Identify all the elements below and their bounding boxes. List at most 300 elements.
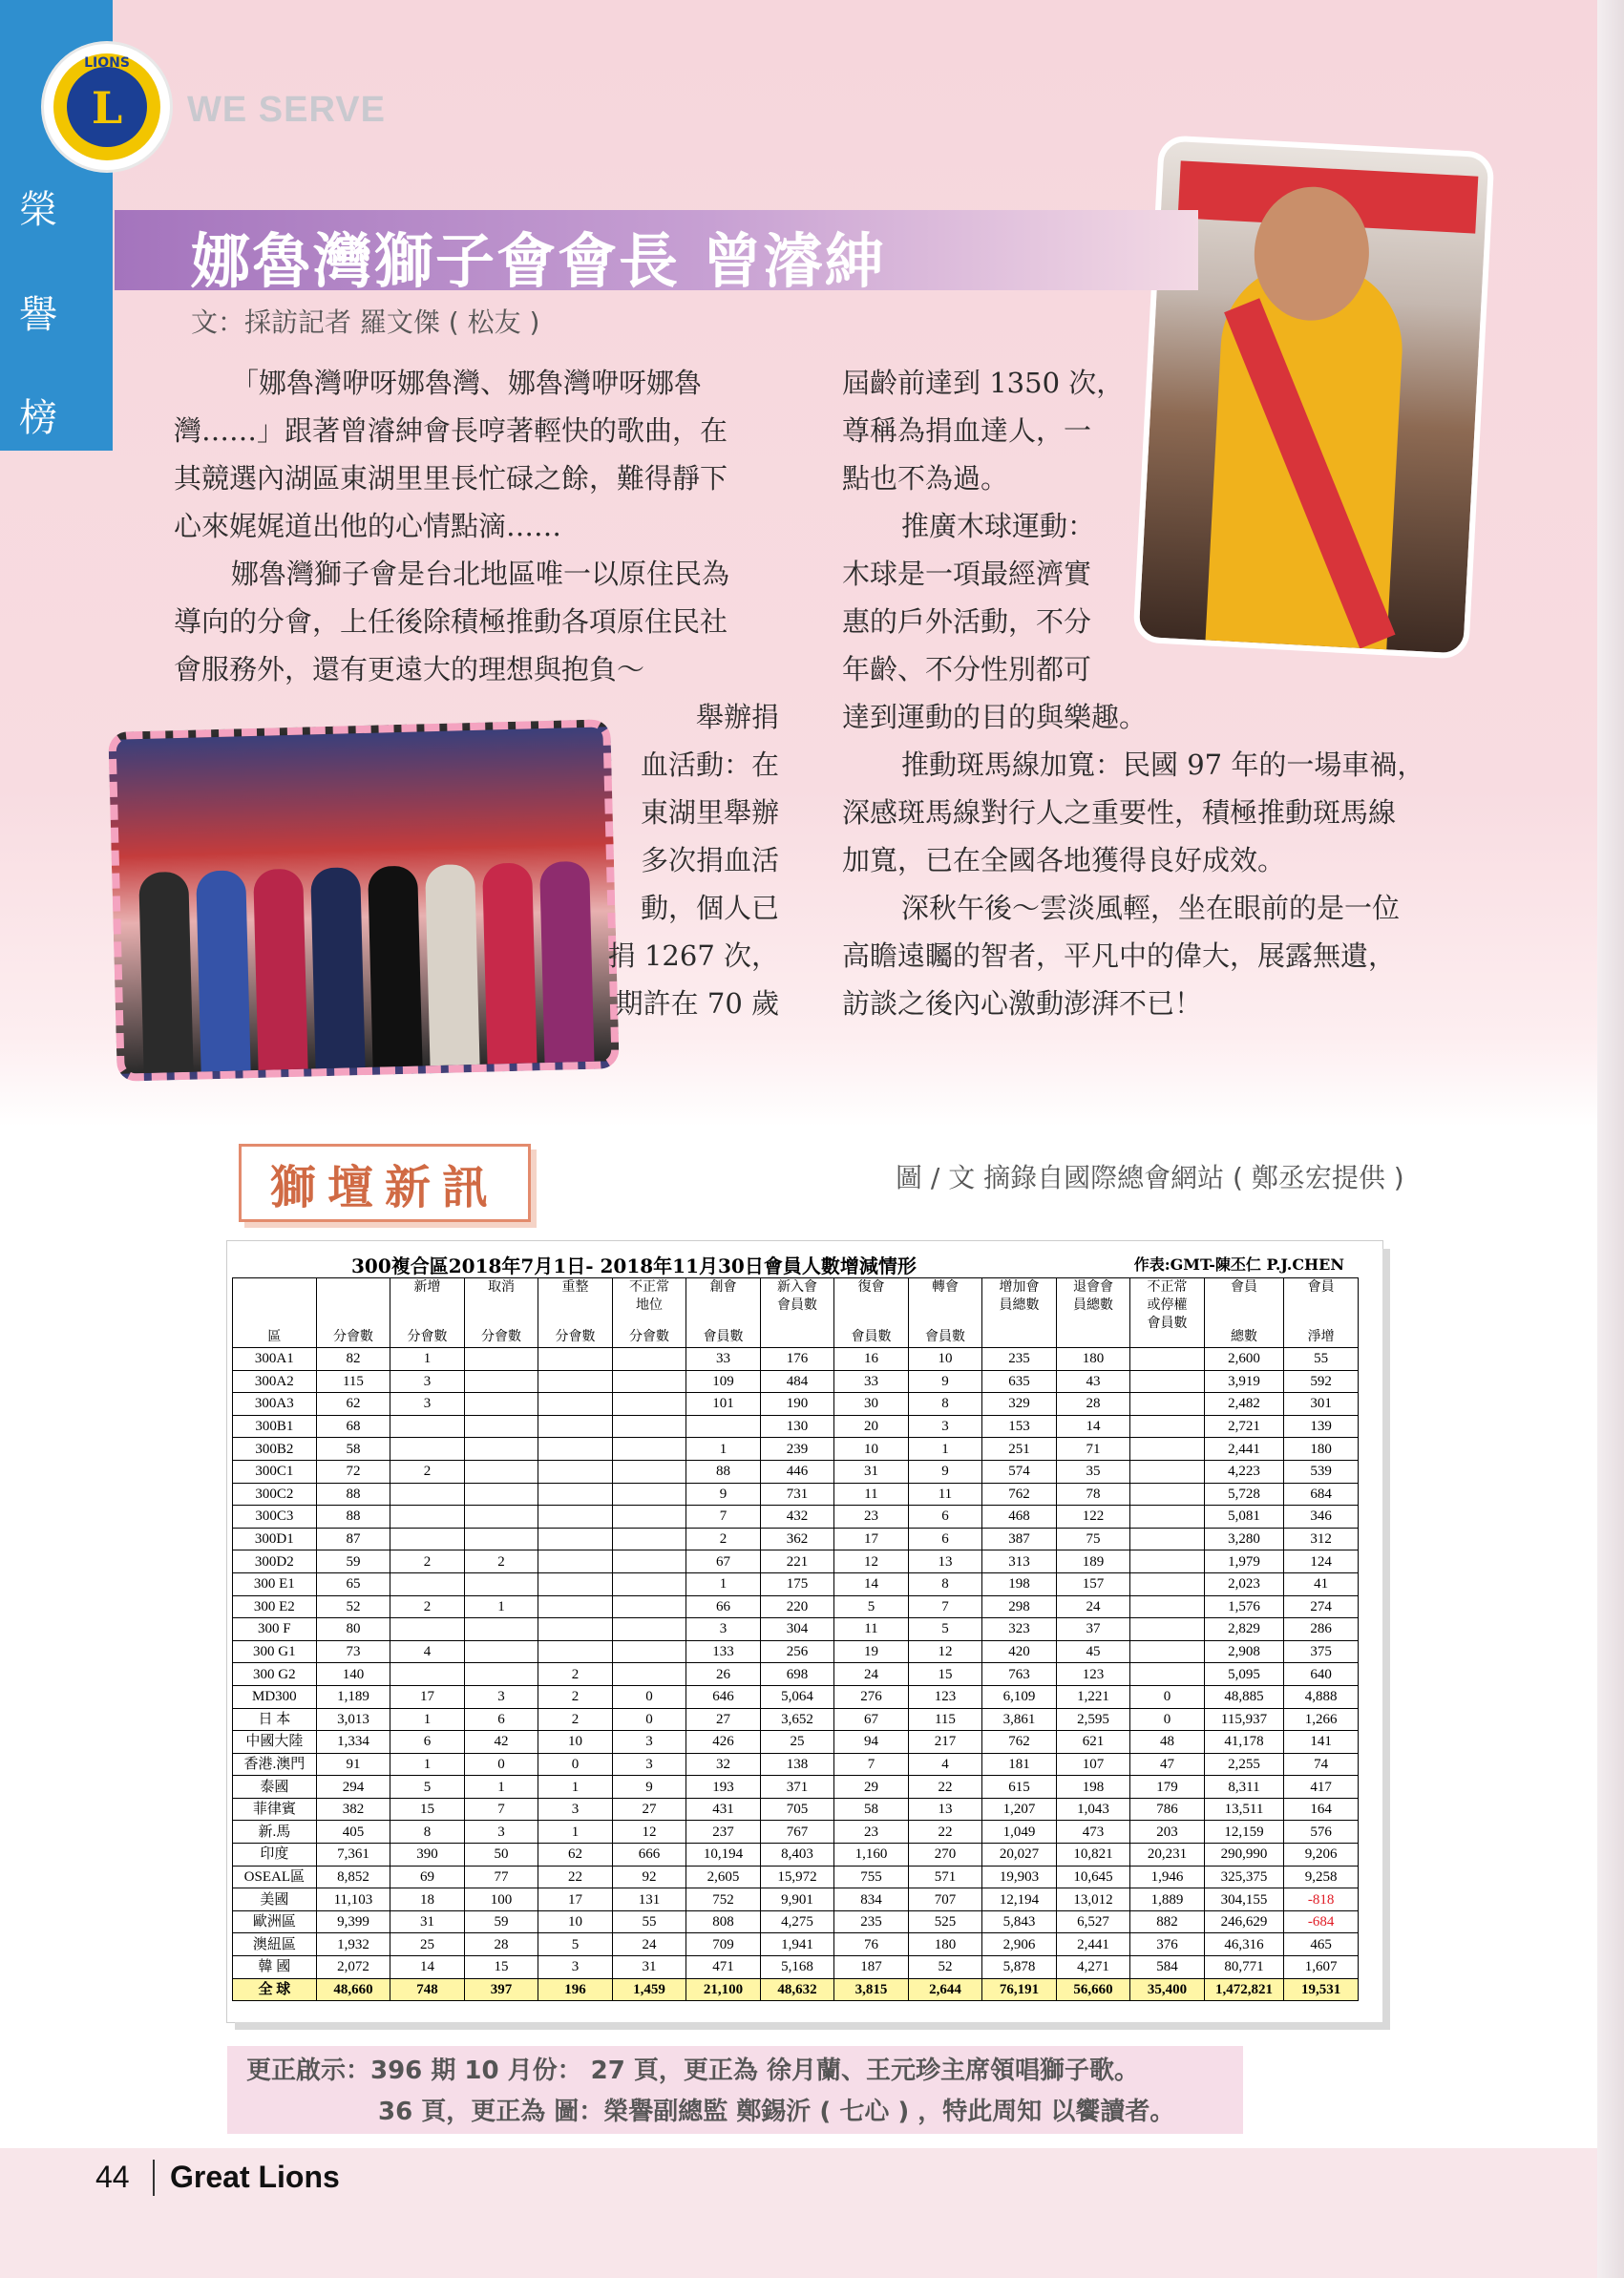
column-header: 會員 淨增 [1284, 1278, 1359, 1348]
table-cell: 5 [538, 1933, 613, 1956]
table-cell: 24 [612, 1933, 686, 1956]
table-cell: 196 [538, 1978, 613, 2001]
table-cell: 21,100 [686, 1978, 761, 2001]
table-cell: 82 [316, 1348, 390, 1371]
table-row [233, 1910, 1359, 1933]
table-cell: 56,660 [1056, 1978, 1130, 2001]
table-cell: 2,441 [1204, 1438, 1284, 1461]
table-cell: 3 [464, 1821, 538, 1844]
membership-table [232, 1277, 1359, 2001]
table-cell: 1 [908, 1438, 982, 1461]
table-row [233, 1483, 1359, 1506]
table-cell [1130, 1370, 1205, 1393]
table-cell: 465 [1284, 1933, 1359, 1956]
table-cell: 329 [982, 1393, 1057, 1416]
text-line: 尊稱為捐血達人，一 [842, 414, 1092, 447]
table-cell: 525 [908, 1910, 982, 1933]
table-cell [1130, 1618, 1205, 1641]
table-cell: 313 [982, 1550, 1057, 1573]
table-cell: 美國 [233, 1888, 317, 1911]
table-cell [612, 1506, 686, 1529]
table-cell: 5,878 [982, 1956, 1057, 1979]
text-line: 深感斑馬線對行人之重要性，積極推動斑馬線 [842, 796, 1397, 829]
table-cell: 35,400 [1130, 1978, 1205, 2001]
table-cell: 5,728 [1204, 1483, 1284, 1506]
table-cell: 666 [612, 1844, 686, 1867]
table-cell: 28 [464, 1933, 538, 1956]
table-cell: 中國大陸 [233, 1731, 317, 1754]
table-cell: 9,901 [760, 1888, 834, 1911]
table-cell: 2 [538, 1663, 613, 1686]
table-cell: 32 [686, 1753, 761, 1776]
table-row [233, 1776, 1359, 1799]
table-cell [390, 1483, 465, 1506]
table-author: 作表:GMT-陳丕仁 P.J.CHEN [1133, 1255, 1344, 1274]
table-cell: 4,271 [1056, 1956, 1130, 1979]
table-cell: 48,660 [316, 1978, 390, 2001]
table-cell: 235 [982, 1348, 1057, 1371]
table-cell: 3,861 [982, 1708, 1057, 1731]
table-cell: 8 [908, 1393, 982, 1416]
table-cell: 73 [316, 1640, 390, 1663]
table-cell [1130, 1393, 1205, 1416]
table-cell: 141 [1284, 1731, 1359, 1754]
table-cell: 3 [390, 1393, 465, 1416]
table-row [233, 1956, 1359, 1979]
table-cell: 88 [316, 1506, 390, 1529]
table-cell [612, 1393, 686, 1416]
table-cell: 382 [316, 1798, 390, 1821]
table-cell: 189 [1056, 1550, 1130, 1573]
table-cell: 19,903 [982, 1866, 1057, 1888]
table-cell: 1,160 [834, 1844, 909, 1867]
table-cell: 9 [686, 1483, 761, 1506]
table-cell: 1,472,821 [1204, 1978, 1284, 2001]
table-cell: 584 [1130, 1956, 1205, 1979]
table-cell: 12,159 [1204, 1821, 1284, 1844]
table-cell: 19,531 [1284, 1978, 1359, 2001]
table-cell: 140 [316, 1663, 390, 1686]
table-cell: 韓 國 [233, 1956, 317, 1979]
table-cell: 180 [1284, 1438, 1359, 1461]
table-cell [1130, 1595, 1205, 1618]
page-edge [1597, 0, 1624, 2278]
table-cell: 122 [1056, 1506, 1130, 1529]
table-cell: 0 [538, 1753, 613, 1776]
table-cell: 139 [1284, 1415, 1359, 1438]
table-cell [464, 1528, 538, 1550]
table-cell: 7,361 [316, 1844, 390, 1867]
table-cell: 376 [1130, 1933, 1205, 1956]
table-cell: 10 [908, 1348, 982, 1371]
table-row [233, 1415, 1359, 1438]
table-row [233, 1572, 1359, 1595]
table-cell: 808 [686, 1910, 761, 1933]
table-cell: 1,889 [1130, 1888, 1205, 1911]
table-cell: 26 [686, 1663, 761, 1686]
table-cell: 286 [1284, 1618, 1359, 1641]
table-cell: 68 [316, 1415, 390, 1438]
table-cell: 300 E2 [233, 1595, 317, 1618]
table-cell: 294 [316, 1776, 390, 1799]
photo-figure [196, 870, 250, 1071]
text-line: 心來娓娓道出他的心情點滴…… [174, 510, 562, 542]
table-cell: 9,258 [1284, 1866, 1359, 1888]
table-cell: 12 [908, 1640, 982, 1663]
table-cell: 709 [686, 1933, 761, 1956]
table-cell: 75 [1056, 1528, 1130, 1550]
table-cell: 50 [464, 1844, 538, 1867]
table-cell: 471 [686, 1956, 761, 1979]
table-cell [1130, 1640, 1205, 1663]
membership-table-figure [227, 1241, 1382, 2022]
table-title: 300複合區2018年7月1日- 2018年11月30日會員人數增減情形 [351, 1255, 917, 1277]
table-cell [612, 1528, 686, 1550]
table-cell [538, 1438, 613, 1461]
table-cell: 3 [538, 1798, 613, 1821]
table-cell [464, 1438, 538, 1461]
table-cell: 0 [1130, 1685, 1205, 1708]
table-cell: 91 [316, 1753, 390, 1776]
we-serve-motto: WE SERVE [187, 90, 386, 130]
table-cell: 300B1 [233, 1415, 317, 1438]
table-cell [612, 1460, 686, 1483]
text-line: 娜魯灣獅子會是台北地區唯一以原住民為 [231, 558, 730, 590]
table-cell: 35 [1056, 1460, 1130, 1483]
table-cell: 2,906 [982, 1933, 1057, 1956]
table-cell: 640 [1284, 1663, 1359, 1686]
table-cell: 217 [908, 1731, 982, 1754]
table-cell: 17 [390, 1685, 465, 1708]
table-cell: 76 [834, 1933, 909, 1956]
table-cell: 1,189 [316, 1685, 390, 1708]
column-header: 分會數 [316, 1278, 390, 1348]
table-cell: 763 [982, 1663, 1057, 1686]
column-header: 區 [233, 1278, 317, 1348]
table-cell: 2,023 [1204, 1572, 1284, 1595]
table-cell: 115 [316, 1370, 390, 1393]
table-cell: 115 [908, 1708, 982, 1731]
table-cell: 6 [464, 1708, 538, 1731]
table-cell: 0 [612, 1708, 686, 1731]
table-cell: 5,843 [982, 1910, 1057, 1933]
table-cell: 3,919 [1204, 1370, 1284, 1393]
table-cell: 66 [686, 1595, 761, 1618]
table-cell: 3 [908, 1415, 982, 1438]
table-cell: 2,441 [1056, 1933, 1130, 1956]
table-cell: 539 [1284, 1460, 1359, 1483]
table-cell: -818 [1284, 1888, 1359, 1911]
table-cell: 882 [1130, 1910, 1205, 1933]
table-cell: 9 [908, 1460, 982, 1483]
table-cell: 33 [834, 1370, 909, 1393]
table-cell: 574 [982, 1460, 1057, 1483]
table-cell: 27 [686, 1708, 761, 1731]
table-cell: 180 [1056, 1348, 1130, 1371]
table-cell: 2 [390, 1550, 465, 1573]
table-cell: 27 [612, 1798, 686, 1821]
table-cell: 290,990 [1204, 1844, 1284, 1867]
column-header: 新入會 會員數 [760, 1278, 834, 1348]
table-cell: 12 [834, 1550, 909, 1573]
table-cell: 276 [834, 1685, 909, 1708]
table-cell: 7 [464, 1798, 538, 1821]
text-line: 導向的分會，上任後除積極推動各項原住民社 [174, 605, 728, 638]
table-cell [390, 1572, 465, 1595]
table-cell [390, 1618, 465, 1641]
column-header: 復會 會員數 [834, 1278, 909, 1348]
text-line: 會服務外，還有更遠大的理想與抱負～ [174, 653, 645, 686]
table-cell: 48,632 [760, 1978, 834, 2001]
table-cell: 25 [390, 1933, 465, 1956]
table-row [233, 1460, 1359, 1483]
column-header: 創會 會員數 [686, 1278, 761, 1348]
table-cell: 77 [464, 1866, 538, 1888]
table-cell: 14 [1056, 1415, 1130, 1438]
group-photo [108, 719, 619, 1082]
table-cell: 3,013 [316, 1708, 390, 1731]
text-line: 年齡、不分性別都可 [842, 653, 1092, 686]
table-cell: 2 [686, 1528, 761, 1550]
text-line: 加寬，已在全國各地獲得良好成效。 [842, 844, 1286, 876]
table-cell: 2,072 [316, 1956, 390, 1979]
table-cell [538, 1572, 613, 1595]
table-cell: 190 [760, 1393, 834, 1416]
table-row [233, 1348, 1359, 1371]
table-cell: 4,275 [760, 1910, 834, 1933]
table-cell: 834 [834, 1888, 909, 1911]
text-line: 期許在 70 歲 [615, 987, 779, 1020]
table-cell: 187 [834, 1956, 909, 1979]
table-cell: 11 [834, 1618, 909, 1641]
column-header: 取消 分會數 [464, 1278, 538, 1348]
table-cell: 312 [1284, 1528, 1359, 1550]
table-cell [612, 1438, 686, 1461]
table-cell: 59 [316, 1550, 390, 1573]
table-cell: 15 [464, 1956, 538, 1979]
table-cell: 304,155 [1204, 1888, 1284, 1911]
table-cell: 6,109 [982, 1685, 1057, 1708]
table-row [233, 1708, 1359, 1731]
table-cell: 115,937 [1204, 1708, 1284, 1731]
table-cell: 41 [1284, 1572, 1359, 1595]
table-cell: 52 [316, 1595, 390, 1618]
table-cell [464, 1393, 538, 1416]
photo-figure [539, 861, 594, 1063]
table-cell: 684 [1284, 1483, 1359, 1506]
table-cell: 635 [982, 1370, 1057, 1393]
table-cell [612, 1595, 686, 1618]
table-cell: 2 [390, 1595, 465, 1618]
table-cell: 707 [908, 1888, 982, 1911]
table-row [233, 1550, 1359, 1573]
table-cell: 9 [908, 1370, 982, 1393]
table-cell: 92 [612, 1866, 686, 1888]
table-cell: 20,027 [982, 1844, 1057, 1867]
table-cell: 2,605 [686, 1866, 761, 1888]
table-cell [390, 1438, 465, 1461]
table-cell [538, 1370, 613, 1393]
column-header: 增加會 員總數 [982, 1278, 1057, 1348]
table-cell: 1,979 [1204, 1550, 1284, 1573]
table-cell [538, 1528, 613, 1550]
table-cell: 298 [982, 1595, 1057, 1618]
table-cell [1130, 1460, 1205, 1483]
table-cell: 175 [760, 1572, 834, 1595]
table-row [233, 1393, 1359, 1416]
table-cell: 446 [760, 1460, 834, 1483]
table-cell: 29 [834, 1776, 909, 1799]
table-cell: 55 [1284, 1348, 1359, 1371]
table-cell: 日 本 [233, 1708, 317, 1731]
table-cell: 2,600 [1204, 1348, 1284, 1371]
logo-letter: L [91, 82, 123, 134]
text-line: 點也不為過。 [842, 462, 1009, 495]
table-cell: 138 [760, 1753, 834, 1776]
table-cell: 13 [908, 1550, 982, 1573]
table-cell: 5,168 [760, 1956, 834, 1979]
table-cell: 8 [390, 1821, 465, 1844]
table-cell: 87 [316, 1528, 390, 1550]
table-cell: 5,095 [1204, 1663, 1284, 1686]
table-cell: 1,266 [1284, 1708, 1359, 1731]
table-cell: 1 [464, 1595, 538, 1618]
table-cell: 176 [760, 1348, 834, 1371]
table-cell: 48,885 [1204, 1685, 1284, 1708]
table-cell: 3,280 [1204, 1528, 1284, 1550]
section-credit: 圖 / 文 摘錄自國際總會網站 ( 鄭丞宏提供 ) [896, 1162, 1404, 1193]
table-cell: 23 [834, 1506, 909, 1529]
table-cell: 484 [760, 1370, 834, 1393]
table-cell: 300C2 [233, 1483, 317, 1506]
footer-divider [153, 2160, 155, 2196]
table-cell: 7 [686, 1506, 761, 1529]
table-cell: 新.馬 [233, 1821, 317, 1844]
table-cell: 全 球 [233, 1978, 317, 2001]
table-cell: 274 [1284, 1595, 1359, 1618]
table-cell: 300A2 [233, 1370, 317, 1393]
table-cell: 菲律賓 [233, 1798, 317, 1821]
table-cell: 88 [316, 1483, 390, 1506]
table-cell: 2 [538, 1708, 613, 1731]
table-cell: 752 [686, 1888, 761, 1911]
table-row [233, 1685, 1359, 1708]
table-cell: 15 [908, 1663, 982, 1686]
table-cell [538, 1618, 613, 1641]
table-cell [464, 1506, 538, 1529]
table-cell [1130, 1506, 1205, 1529]
table-cell: 澳紐區 [233, 1933, 317, 1956]
table-cell: 14 [390, 1956, 465, 1979]
table-cell: 47 [1130, 1753, 1205, 1776]
table-cell: 25 [760, 1731, 834, 1754]
table-cell: 325,375 [1204, 1866, 1284, 1888]
table-header [233, 1278, 1359, 1348]
table-cell: 62 [538, 1844, 613, 1867]
table-cell: 13,012 [1056, 1888, 1130, 1911]
table-cell: 1,932 [316, 1933, 390, 1956]
text-line: 血活動：在 [640, 749, 779, 781]
table-cell: 18 [390, 1888, 465, 1911]
column-header: 會員 總數 [1204, 1278, 1284, 1348]
photo-figure [482, 862, 537, 1064]
table-cell: 9,206 [1284, 1844, 1359, 1867]
table-cell: 1,334 [316, 1731, 390, 1754]
table-cell [390, 1663, 465, 1686]
table-cell: 3,815 [834, 1978, 909, 2001]
logo-center [67, 67, 147, 147]
text-line: 推廣木球運動： [901, 510, 1096, 542]
table-cell: 198 [982, 1572, 1057, 1595]
table-cell: 12 [612, 1821, 686, 1844]
table-cell: 10,645 [1056, 1866, 1130, 1888]
table-cell: 3 [686, 1618, 761, 1641]
table-cell: 181 [982, 1753, 1057, 1776]
table-cell: 12,194 [982, 1888, 1057, 1911]
table-cell: 15 [390, 1798, 465, 1821]
table-cell: 1,043 [1056, 1798, 1130, 1821]
table-row [233, 1821, 1359, 1844]
table-cell [1130, 1438, 1205, 1461]
table-cell [464, 1663, 538, 1686]
table-cell [390, 1528, 465, 1550]
table-cell: 235 [834, 1910, 909, 1933]
table-cell: 20 [834, 1415, 909, 1438]
table-cell: 11 [834, 1483, 909, 1506]
table-cell [538, 1348, 613, 1371]
article-byline: 文：採訪記者 羅文傑 ( 松友 ) [191, 306, 540, 338]
table-cell: 1 [464, 1776, 538, 1799]
table-cell: 74 [1284, 1753, 1359, 1776]
table-total-row [233, 1978, 1359, 2001]
table-cell: 10,821 [1056, 1844, 1130, 1867]
table-cell: 362 [760, 1528, 834, 1550]
table-cell: 300B2 [233, 1438, 317, 1461]
table-cell [538, 1460, 613, 1483]
table-cell: 2 [538, 1685, 613, 1708]
table-cell: 80,771 [1204, 1956, 1284, 1979]
table-cell: 3 [612, 1753, 686, 1776]
table-cell: 19 [834, 1640, 909, 1663]
text-line: 東湖里舉辦 [640, 796, 779, 829]
column-header: 退會會 員總數 [1056, 1278, 1130, 1348]
table-cell: 香港.澳門 [233, 1753, 317, 1776]
table-cell: 755 [834, 1866, 909, 1888]
table-cell: 270 [908, 1844, 982, 1867]
table-cell: 3 [612, 1731, 686, 1754]
lions-logo [44, 44, 170, 170]
table-cell: 571 [908, 1866, 982, 1888]
table-cell: 24 [1056, 1595, 1130, 1618]
table-cell: 3 [464, 1685, 538, 1708]
table-cell: 4 [390, 1640, 465, 1663]
table-cell: 300C3 [233, 1506, 317, 1529]
table-cell: 1 [686, 1572, 761, 1595]
photo-figure [310, 867, 365, 1068]
table-cell: 432 [760, 1506, 834, 1529]
table-cell: 9 [612, 1776, 686, 1799]
table-cell: 300 G2 [233, 1663, 317, 1686]
table-cell: 300 F [233, 1618, 317, 1641]
table-cell: 8,852 [316, 1866, 390, 1888]
table-cell: 123 [1056, 1663, 1130, 1686]
table-cell: 101 [686, 1393, 761, 1416]
table-row [233, 1506, 1359, 1529]
table-cell: 431 [686, 1798, 761, 1821]
table-cell: 193 [686, 1776, 761, 1799]
table-cell: 5 [834, 1595, 909, 1618]
table-cell: 405 [316, 1821, 390, 1844]
